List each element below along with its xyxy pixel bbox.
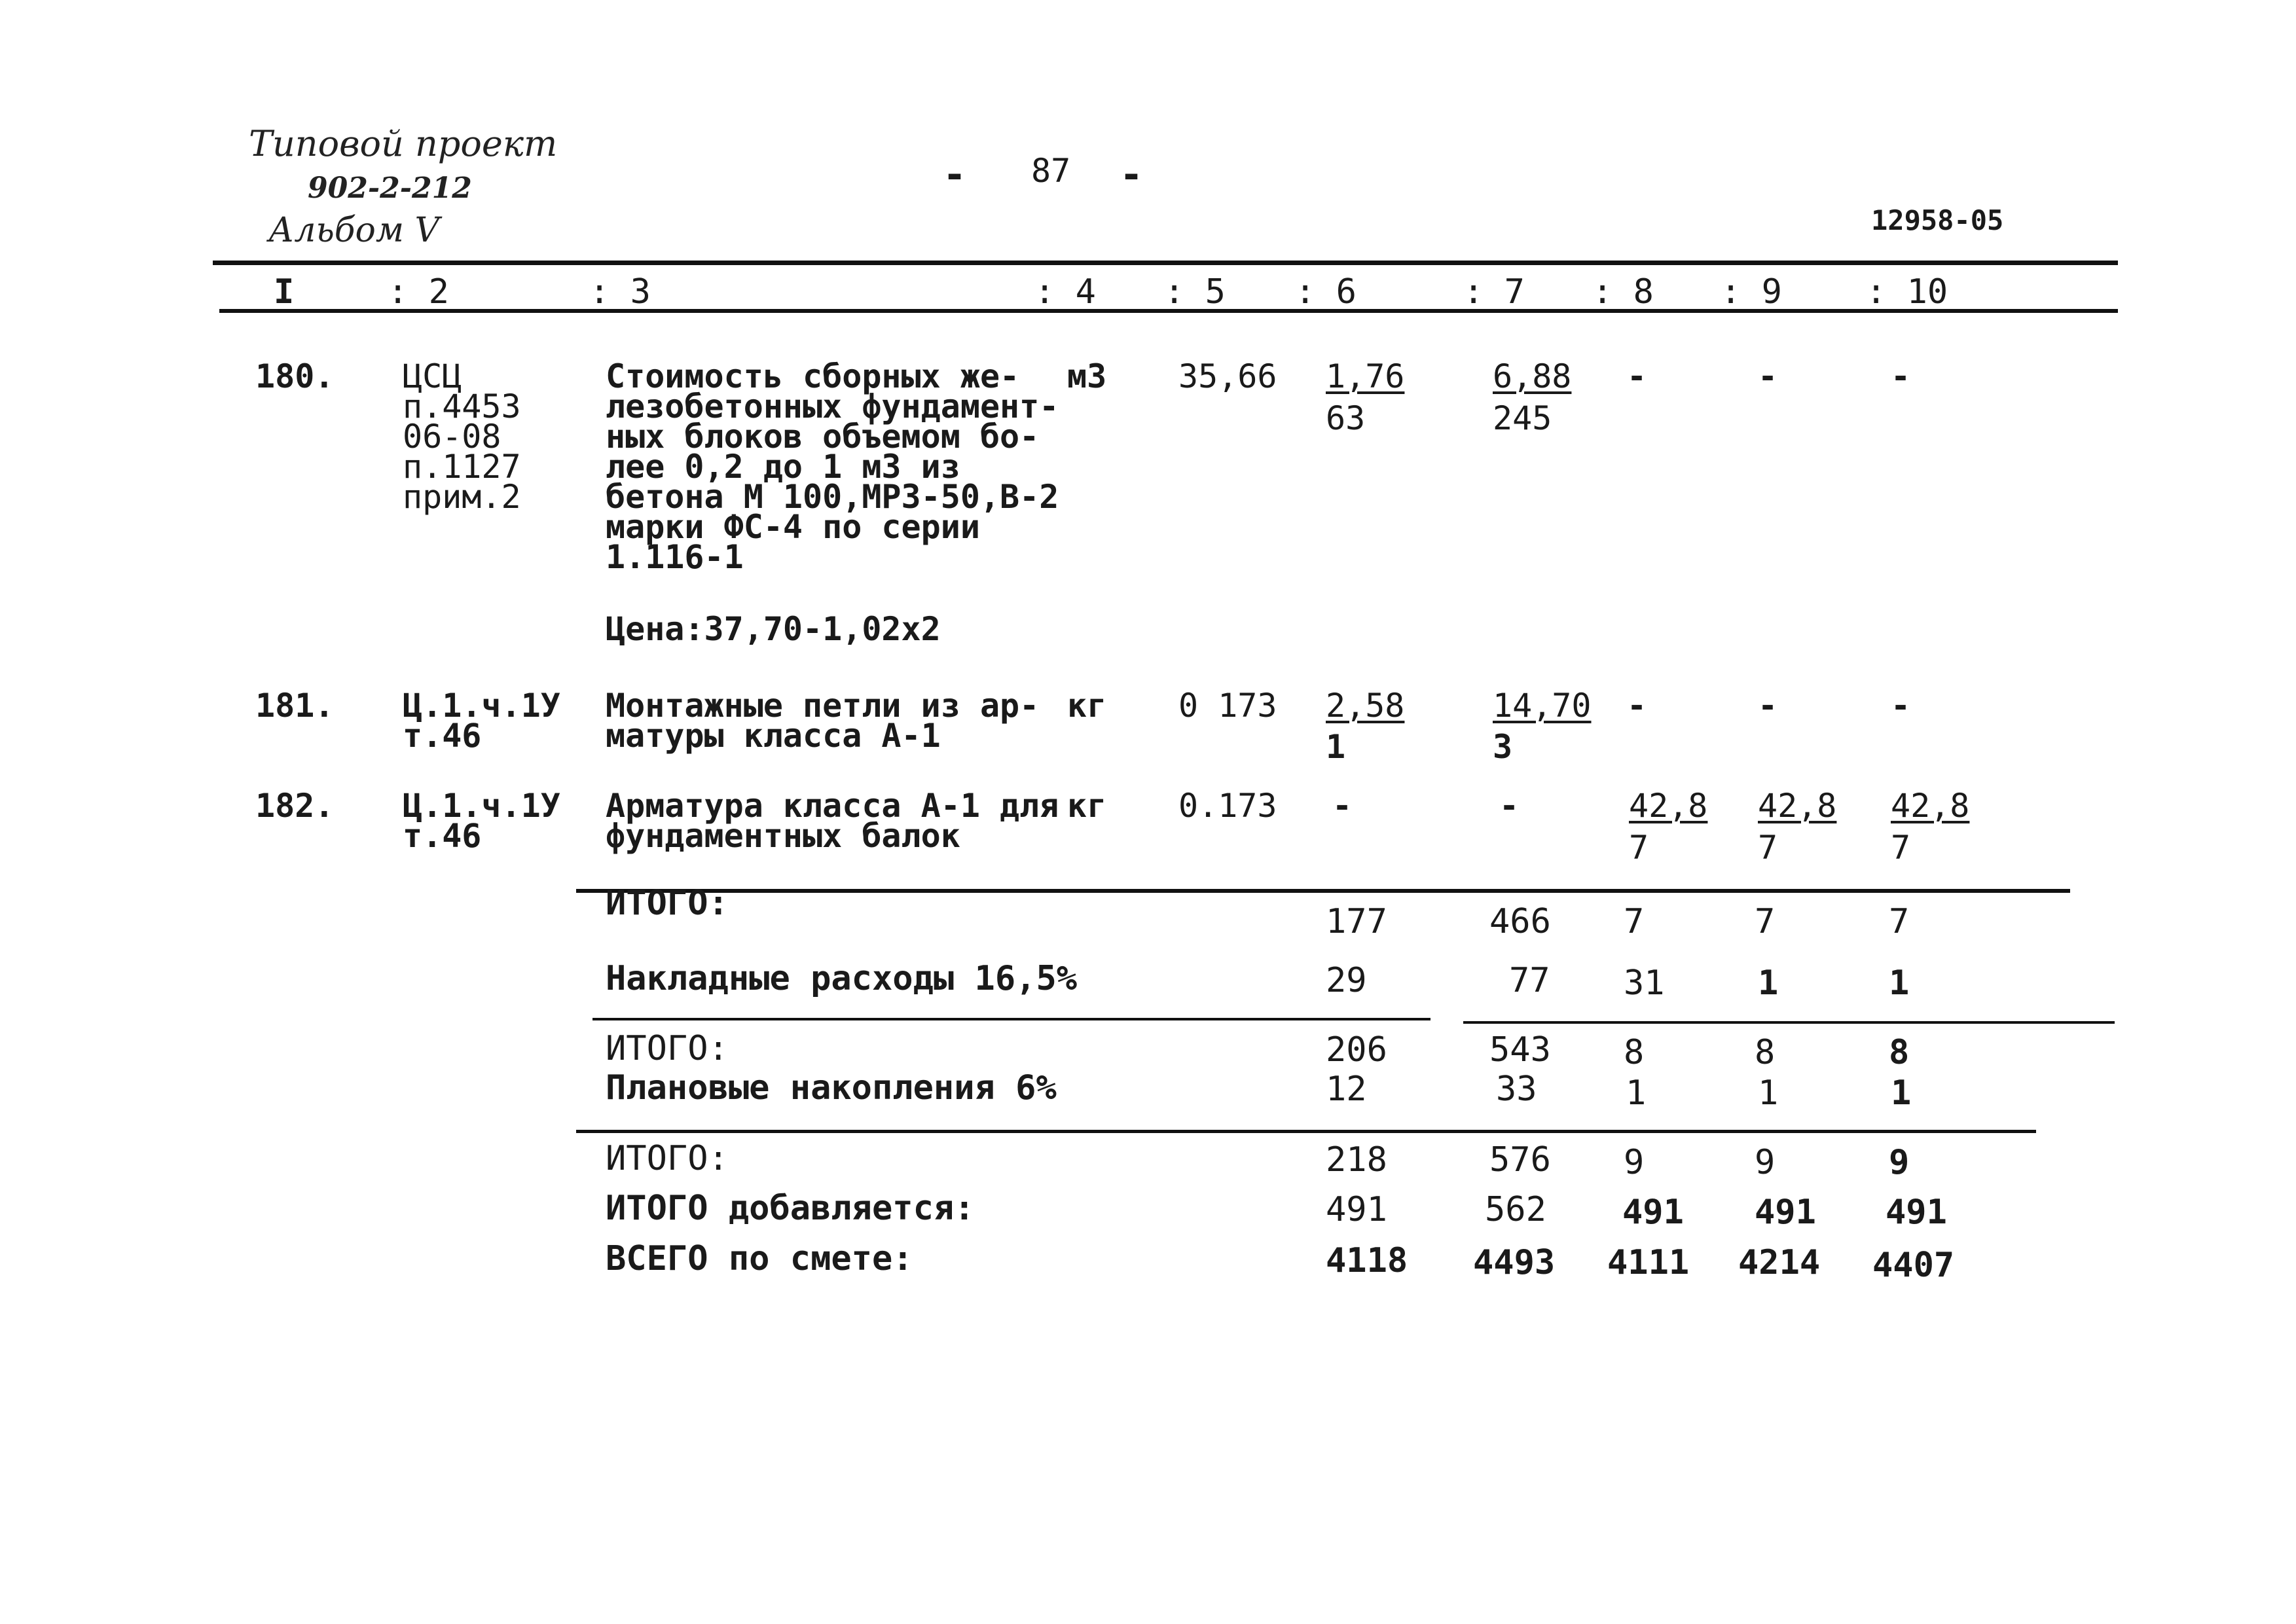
totals-col10: 491: [1886, 1193, 1947, 1232]
totals-col10: 8: [1889, 1033, 1910, 1072]
stamp-album: Альбом V: [268, 211, 440, 250]
totals-col8: 7: [1624, 902, 1645, 941]
totals-col10: 1: [1891, 1074, 1912, 1113]
totals-col7: 33: [1496, 1070, 1537, 1109]
stamp-project-title: Типовой проект: [249, 123, 558, 164]
totals-col9: 9: [1755, 1143, 1776, 1182]
totals-col6: 29: [1326, 961, 1367, 1000]
row-description: Арматура класса А-1 для фундаментных балок: [606, 787, 1059, 855]
totals-col9: 1: [1758, 1074, 1779, 1113]
totals-col8: 1: [1626, 1074, 1647, 1113]
row-col8-bottom: 7: [1629, 829, 1649, 867]
totals-mid-rule-left: [592, 1018, 1430, 1020]
header-top-rule: [213, 261, 2118, 265]
row-col9-bottom: 7: [1758, 829, 1778, 867]
row-col9: -: [1758, 357, 1778, 395]
row-price-note: Цена:37,70-1,02х2: [606, 610, 941, 648]
col-header-7: : 7: [1463, 272, 1525, 312]
row-col8: -: [1627, 357, 1647, 395]
totals-label: Плановые накопления 6%: [606, 1068, 1057, 1108]
totals-col9: 1: [1758, 964, 1779, 1003]
totals-col10: 1: [1889, 964, 1910, 1003]
col-header-2: : 2: [388, 272, 449, 312]
row-col6: -: [1332, 787, 1353, 825]
totals-col9: 8: [1755, 1033, 1776, 1072]
row-quantity: 35,66: [1178, 357, 1277, 395]
row-quantity: 0.173: [1178, 787, 1277, 825]
row-unit: м3: [1067, 357, 1107, 395]
row-description: Монтажные петли из ар- матуры класса А-1: [606, 687, 1040, 755]
col-header-10: : 10: [1866, 272, 1948, 312]
totals-col8: 4111: [1607, 1243, 1690, 1282]
row-number: 181.: [255, 687, 335, 725]
row-col10: -: [1891, 357, 1911, 395]
row-col7-top: 14,70: [1493, 687, 1592, 725]
totals-col6: 12: [1326, 1070, 1367, 1109]
totals-col6: 491: [1326, 1190, 1387, 1229]
totals-label: ИТОГО:: [606, 1029, 729, 1068]
row-quantity: 0 173: [1178, 687, 1277, 725]
row-col6-top: 2,58: [1326, 687, 1405, 725]
col-header-4: : 4: [1034, 272, 1096, 312]
row-reference: ЦСЦ п.4453 06-08 п.1127 прим.2: [403, 357, 521, 516]
stamp-project-number: 902-2-212: [308, 171, 472, 205]
totals-mid-rule-right: [1463, 1021, 2115, 1024]
row-col6-bottom: 1: [1326, 728, 1346, 766]
totals-col8: 9: [1624, 1143, 1645, 1182]
row-reference: Ц.1.ч.1У т.46: [403, 687, 560, 755]
totals-col8: 8: [1624, 1033, 1645, 1072]
totals-col7: 576: [1489, 1140, 1551, 1180]
totals-col6: 206: [1326, 1030, 1387, 1070]
row-col6-top: 1,76: [1326, 357, 1405, 395]
row-col8: -: [1627, 687, 1647, 725]
totals-col9: 7: [1755, 902, 1776, 941]
totals-top-rule: [576, 889, 2070, 893]
totals-col9: 491: [1755, 1193, 1816, 1232]
totals-label: ВСЕГО по смете:: [606, 1239, 913, 1278]
row-unit: кг: [1067, 687, 1107, 725]
totals-col7: 562: [1485, 1190, 1546, 1229]
totals-col7: 4493: [1473, 1243, 1556, 1282]
row-col9: -: [1758, 687, 1778, 725]
row-description: Стоимость сборных же- лезобетонных фундамент- ных блоков объемом бо- лее 0,2 до 1 м3 из бетона М 100,МРЗ-50,В-2 марки ФС-4 по серии 1.116-1: [606, 357, 1059, 576]
col-header-6: : 6: [1295, 272, 1357, 312]
row-col7-bottom: 3: [1493, 728, 1513, 766]
row-col8-top: 42,8: [1629, 787, 1708, 825]
col-header-5: : 5: [1164, 272, 1226, 312]
col-header-8: : 8: [1592, 272, 1654, 312]
totals-label: Накладные расходы 16,5%: [606, 959, 1078, 998]
page-number-dash-left: -: [943, 152, 967, 198]
totals-col7: 466: [1489, 902, 1551, 941]
col-header-1: I: [274, 272, 295, 312]
page-number: 87: [1031, 152, 1071, 190]
totals-col6: 177: [1326, 902, 1387, 941]
totals-col7: 543: [1489, 1030, 1551, 1070]
totals-label: ИТОГО:: [606, 884, 729, 923]
totals-col10: 4407: [1872, 1246, 1955, 1285]
row-col10-top: 42,8: [1891, 787, 1970, 825]
col-header-3: : 3: [589, 272, 651, 312]
row-unit: кг: [1067, 787, 1107, 825]
page-number-dash-right: -: [1120, 152, 1144, 198]
totals-col6: 4118: [1326, 1241, 1408, 1280]
totals-col9: 4214: [1738, 1243, 1821, 1282]
row-number: 182.: [255, 787, 335, 825]
row-number: 180.: [255, 357, 335, 395]
totals-col7: 77: [1509, 961, 1550, 1000]
totals-label: ИТОГО:: [606, 1139, 729, 1178]
totals-col6: 218: [1326, 1140, 1387, 1180]
row-col7: -: [1499, 787, 1520, 825]
totals-bottom-rule: [576, 1130, 2036, 1133]
totals-col10: 7: [1889, 902, 1910, 941]
totals-col8: 31: [1624, 964, 1665, 1003]
document-code: 12958-05: [1871, 204, 2004, 236]
totals-label: ИТОГО добавляется:: [606, 1189, 975, 1228]
row-col7-bottom: 245: [1493, 399, 1552, 437]
row-col9-top: 42,8: [1758, 787, 1837, 825]
row-reference: Ц.1.ч.1У т.46: [403, 787, 560, 855]
row-col6-bottom: 63: [1326, 399, 1366, 437]
row-col10-bottom: 7: [1891, 829, 1911, 867]
row-col10: -: [1891, 687, 1911, 725]
totals-col8: 491: [1622, 1193, 1684, 1232]
col-header-9: : 9: [1721, 272, 1782, 312]
row-col7-top: 6,88: [1493, 357, 1572, 395]
totals-col10: 9: [1889, 1143, 1910, 1182]
